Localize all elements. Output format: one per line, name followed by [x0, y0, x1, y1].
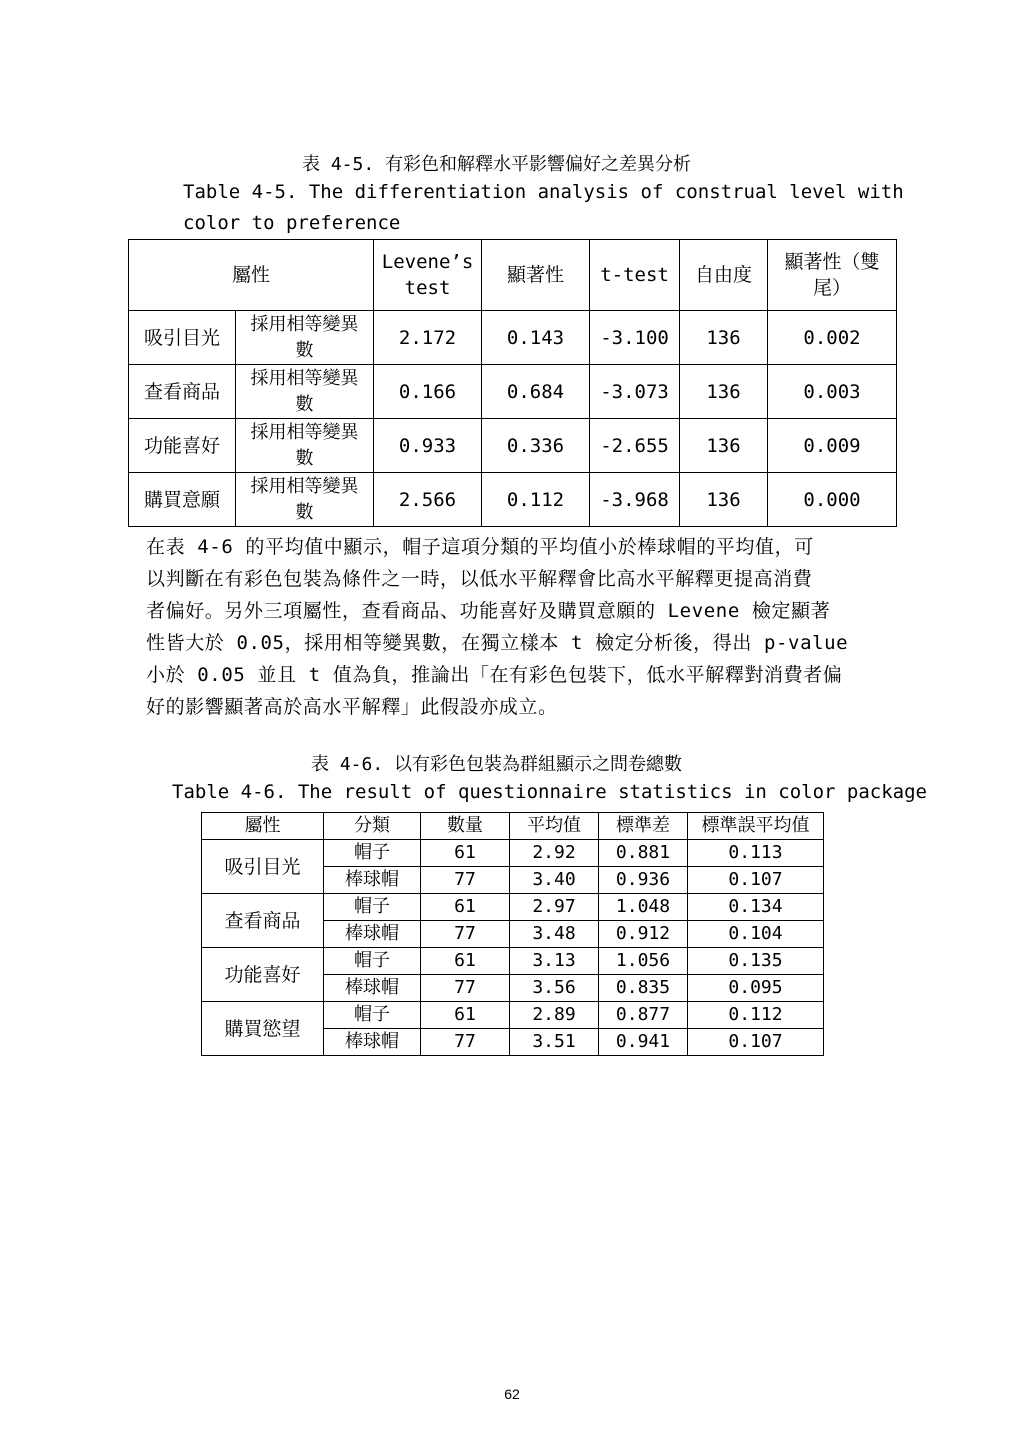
assumption-line2: 數 — [295, 501, 314, 523]
row-category: 帽子 — [324, 948, 421, 975]
header-sig: 顯著性 — [482, 240, 590, 311]
row-levene: 0.933 — [374, 419, 482, 473]
row-count: 77 — [421, 921, 510, 948]
header-sd: 標準差 — [599, 813, 688, 840]
row-attr: 查看商品 — [129, 365, 236, 419]
row-df: 136 — [680, 419, 768, 473]
row-category: 帽子 — [324, 1002, 421, 1029]
row-sig: 0.143 — [482, 311, 590, 365]
group-attr: 查看商品 — [202, 894, 324, 948]
row-df: 136 — [680, 473, 768, 527]
row-category: 棒球帽 — [324, 867, 421, 894]
row-levene: 0.166 — [374, 365, 482, 419]
assumption-line2: 數 — [295, 339, 314, 361]
row-se: 0.134 — [688, 894, 824, 921]
row-category: 帽子 — [324, 894, 421, 921]
row-se: 0.095 — [688, 975, 824, 1002]
assumption-line2: 數 — [295, 447, 314, 469]
assumption-line1: 採用相等變異 — [250, 367, 359, 389]
row-t: -3.100 — [590, 311, 680, 365]
table46-header-row — [202, 813, 824, 840]
row-mean: 3.51 — [510, 1029, 599, 1056]
header-sig2-line1: 顯著性（雙 — [784, 251, 880, 273]
header-count: 數量 — [421, 813, 510, 840]
assumption-line1: 採用相等變異 — [250, 313, 359, 335]
header-sig2 — [768, 240, 897, 311]
row-mean: 3.48 — [510, 921, 599, 948]
table-4-5 — [128, 239, 897, 527]
row-sd: 0.877 — [599, 1002, 688, 1029]
row-attr: 吸引目光 — [129, 311, 236, 365]
assumption-line1: 採用相等變異 — [250, 475, 359, 497]
row-count: 77 — [421, 975, 510, 1002]
row-count: 77 — [421, 1029, 510, 1056]
paragraph-line: 在表 4-6 的平均值中顯示，帽子這項分類的平均值小於棒球帽的平均值，可 — [146, 536, 814, 558]
row-sig2: 0.002 — [768, 311, 897, 365]
row-sd: 0.912 — [599, 921, 688, 948]
row-attr: 購買意願 — [129, 473, 236, 527]
row-sd: 1.048 — [599, 894, 688, 921]
row-t: -3.968 — [590, 473, 680, 527]
assumption-line2: 數 — [295, 393, 314, 415]
body-paragraph — [146, 531, 886, 723]
row-category: 棒球帽 — [324, 921, 421, 948]
table46-caption-en: Table 4-6. The result of questionnaire statistics in color package — [172, 781, 927, 803]
row-count: 61 — [421, 894, 510, 921]
row-se: 0.107 — [688, 1029, 824, 1056]
row-levene: 2.172 — [374, 311, 482, 365]
header-attr: 屬性 — [202, 813, 324, 840]
row-category: 棒球帽 — [324, 1029, 421, 1056]
row-assumption — [236, 365, 374, 419]
paragraph-line: 性皆大於 0.05，採用相等變異數，在獨立樣本 t 檢定分析後，得出 p-value — [146, 632, 849, 654]
row-sd: 1.056 — [599, 948, 688, 975]
row-se: 0.112 — [688, 1002, 824, 1029]
row-assumption — [236, 311, 374, 365]
row-t: -2.655 — [590, 419, 680, 473]
table-4-6 — [201, 812, 824, 1056]
header-levene-line2: test — [404, 277, 451, 299]
row-se: 0.113 — [688, 840, 824, 867]
table46-caption-zh: 表 4-6. 以有彩色包裝為群組顯示之問卷總數 — [311, 754, 683, 775]
row-category: 棒球帽 — [324, 975, 421, 1002]
page-number: 62 — [504, 1386, 520, 1402]
row-sig2: 0.009 — [768, 419, 897, 473]
paragraph-line: 小於 0.05 並且 t 值為負，推論出「在有彩色包裝下，低水平解釋對消費者偏 — [146, 664, 843, 686]
row-sig2: 0.000 — [768, 473, 897, 527]
row-mean: 3.13 — [510, 948, 599, 975]
group-attr: 功能喜好 — [202, 948, 324, 1002]
table-row — [202, 840, 824, 867]
row-mean: 2.89 — [510, 1002, 599, 1029]
row-count: 61 — [421, 840, 510, 867]
table45-caption-en-line2: color to preference — [183, 212, 401, 234]
header-levene-line1: Levene’s — [381, 251, 474, 273]
row-sd: 0.936 — [599, 867, 688, 894]
row-levene: 2.566 — [374, 473, 482, 527]
table-row — [202, 1002, 824, 1029]
header-se-mean: 標準誤平均值 — [688, 813, 824, 840]
row-se: 0.107 — [688, 867, 824, 894]
row-category: 帽子 — [324, 840, 421, 867]
paragraph-line: 以判斷在有彩色包裝為條件之一時，以低水平解釋會比高水平解釋更提高消費 — [146, 568, 813, 590]
row-count: 61 — [421, 1002, 510, 1029]
row-assumption — [236, 419, 374, 473]
row-se: 0.135 — [688, 948, 824, 975]
header-levene — [374, 240, 482, 311]
table45-caption-zh: 表 4-5. 有彩色和解釋水平影響偏好之差異分析 — [302, 154, 692, 175]
row-count: 77 — [421, 867, 510, 894]
table-row — [129, 365, 897, 419]
row-mean: 2.97 — [510, 894, 599, 921]
group-attr: 吸引目光 — [202, 840, 324, 894]
table-row — [202, 894, 824, 921]
row-sig: 0.684 — [482, 365, 590, 419]
header-category: 分類 — [324, 813, 421, 840]
paragraph-line: 者偏好。另外三項屬性，查看商品、功能喜好及購買意願的 Levene 檢定顯著 — [146, 600, 831, 622]
row-df: 136 — [680, 311, 768, 365]
row-sig: 0.336 — [482, 419, 590, 473]
table-row — [129, 419, 897, 473]
row-attr: 功能喜好 — [129, 419, 236, 473]
row-count: 61 — [421, 948, 510, 975]
table45-caption-en-line1: Table 4-5. The differentiation analysis of construal level with — [183, 181, 904, 203]
header-df: 自由度 — [680, 240, 768, 311]
row-se: 0.104 — [688, 921, 824, 948]
table-row — [129, 473, 897, 527]
row-mean: 3.40 — [510, 867, 599, 894]
row-assumption — [236, 473, 374, 527]
row-sd: 0.881 — [599, 840, 688, 867]
group-attr: 購買慾望 — [202, 1002, 324, 1056]
row-df: 136 — [680, 365, 768, 419]
paragraph-line: 好的影響顯著高於高水平解釋」此假設亦成立。 — [146, 696, 558, 718]
header-mean: 平均值 — [510, 813, 599, 840]
row-mean: 3.56 — [510, 975, 599, 1002]
header-attr: 屬性 — [129, 240, 374, 311]
table-row — [202, 948, 824, 975]
row-t: -3.073 — [590, 365, 680, 419]
assumption-line1: 採用相等變異 — [250, 421, 359, 443]
row-sig2: 0.003 — [768, 365, 897, 419]
row-sd: 0.941 — [599, 1029, 688, 1056]
row-sd: 0.835 — [599, 975, 688, 1002]
header-sig2-line2: 尾） — [813, 277, 852, 299]
row-sig: 0.112 — [482, 473, 590, 527]
row-mean: 2.92 — [510, 840, 599, 867]
table45-header-row — [129, 240, 897, 311]
table-row — [129, 311, 897, 365]
header-ttest: t-test — [590, 240, 680, 311]
